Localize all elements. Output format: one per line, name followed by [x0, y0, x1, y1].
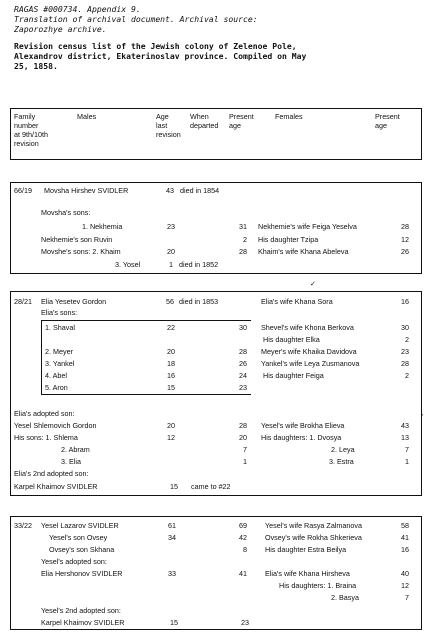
female-age: 30 — [401, 323, 409, 332]
column-header-box — [10, 108, 422, 160]
female-age: 58 — [401, 521, 409, 530]
handwritten-check-mark: ✓ — [310, 281, 316, 288]
male-name: 3. Yankel — [45, 359, 75, 368]
male-present-age: 31 — [239, 222, 247, 231]
document-title-line-3: 25, 1858. — [14, 61, 58, 71]
head-present-age: 69 — [239, 521, 247, 530]
second-adopted-son-label: Elia's 2nd adopted son: — [14, 469, 89, 478]
col-present-age-males: Present age — [229, 112, 254, 130]
female-age: 41 — [401, 533, 409, 542]
female-name: Ovsey's wife Rokha Shkerieva — [265, 533, 362, 542]
margin-tick-mark: ' — [422, 414, 424, 421]
female-age: 12 — [401, 581, 409, 590]
male-age: 12 — [167, 433, 175, 442]
head-age: 43 — [166, 186, 174, 195]
female-name: His daughters: 1. Dvosya — [261, 433, 342, 442]
female-name: His daughter Feiga — [263, 371, 324, 380]
col-family-number: Family number at 9th/10th revision — [14, 112, 48, 148]
male-present-age: 2 — [243, 235, 247, 244]
male-age: 15 — [170, 482, 178, 491]
male-name: Karpel Khaimov SVIDLER — [41, 618, 125, 627]
female-age: 2 — [405, 335, 409, 344]
male-age: 20 — [167, 421, 175, 430]
male-present-age: 28 — [239, 421, 247, 430]
female-name: His daughter Estra Beilya — [265, 545, 347, 554]
male-name: Movshe's sons: 2. Khaim — [41, 247, 121, 256]
male-name: 1. Shaval — [45, 323, 75, 332]
male-present-age: 23 — [241, 618, 249, 627]
male-present-age: 24 — [239, 371, 247, 380]
female-age: 28 — [401, 222, 409, 231]
col-females: Females — [275, 112, 303, 121]
female-age: 1 — [405, 457, 409, 466]
family-head-name: Elia Yesetev Gordon — [41, 297, 107, 306]
female-age: 2 — [405, 371, 409, 380]
male-age: 34 — [168, 533, 176, 542]
female-name: Meyer's wife Khaika Davidova — [261, 347, 357, 356]
male-name: Karpel Khaimov SVIDLER — [14, 482, 98, 491]
family-head-name: Yesel Lazarov SVIDLER — [41, 521, 119, 530]
male-present-age: 20 — [239, 433, 247, 442]
document-header — [14, 4, 424, 71]
male-name: 1. Nekhemia — [82, 222, 123, 231]
family-number: 66/19 — [14, 186, 32, 195]
male-present-age: 28 — [239, 347, 247, 356]
family-record-28-21 — [10, 291, 422, 496]
male-name: 3. Yosel — [115, 260, 141, 269]
col-age-last-revision: Age last revision — [156, 112, 181, 139]
sons-label: Movsha's sons: — [41, 208, 91, 217]
col-present-age-females: Present age — [375, 112, 400, 130]
head-age: 56 — [166, 297, 174, 306]
second-adopted-son-label: Yesel's 2nd adopted son: — [41, 606, 121, 615]
female-age: 16 — [401, 297, 409, 306]
male-name: Yesel Shlemovich Gordon — [14, 421, 97, 430]
adopted-son-label: Yesel's adopted son: — [41, 557, 107, 566]
female-age: 7 — [405, 445, 409, 454]
family-number: 28/21 — [14, 297, 32, 306]
female-age: 28 — [401, 359, 409, 368]
family-record-66-19 — [10, 182, 422, 274]
female-age: 12 — [401, 235, 409, 244]
female-name: His daughter Tzipa — [258, 235, 319, 244]
female-name: His daughter Elka — [263, 335, 320, 344]
male-age: 1 — [169, 260, 173, 269]
adopted-son-label: Elia's adopted son: — [14, 409, 75, 418]
sons-label: Elia's sons: — [41, 308, 78, 317]
female-name: Nekhemie's wife Feiga Yeselva — [258, 222, 357, 231]
male-name: 4. Abel — [45, 371, 67, 380]
male-name: Ovsey's son Skhana — [49, 545, 115, 554]
sons-table-bottom-rule — [41, 394, 251, 395]
male-present-age: 1 — [243, 457, 247, 466]
male-age: 33 — [168, 569, 176, 578]
female-age: 40 — [401, 569, 409, 578]
male-departed: came to #22 — [191, 482, 231, 491]
archival-source: Zaporozhye archive. — [14, 24, 107, 34]
male-name: His sons: 1. Shlema — [14, 433, 78, 442]
female-age: 16 — [401, 545, 409, 554]
male-present-age: 26 — [239, 359, 247, 368]
male-name: 2. Abram — [61, 445, 90, 454]
female-name: Yankel's wife Leya Zusmanova — [261, 359, 360, 368]
col-when-departed: When departed — [190, 112, 219, 130]
male-name: Elia Hershonov SVIDLER — [41, 569, 123, 578]
family-record-33-22 — [10, 516, 422, 630]
female-name: Khaim's wife Khana Abeleva — [258, 247, 349, 256]
male-name: 5. Aron — [45, 383, 68, 392]
male-present-age: 42 — [239, 533, 247, 542]
female-age: 26 — [401, 247, 409, 256]
male-age: 15 — [167, 383, 175, 392]
archive-reference: RAGAS #000734. Appendix 9. — [14, 4, 141, 14]
male-age: 20 — [167, 347, 175, 356]
male-age: 15 — [170, 618, 178, 627]
female-age: 7 — [405, 593, 409, 602]
male-departed: died in 1852 — [179, 260, 219, 269]
female-age: 43 — [401, 421, 409, 430]
male-present-age: 23 — [239, 383, 247, 392]
sons-table-left-rule — [41, 320, 42, 394]
male-present-age: 7 — [243, 445, 247, 454]
head-age: 61 — [168, 521, 176, 530]
male-name: Nekhemie's son Ruvin — [41, 235, 113, 244]
family-head-name: Movsha Hirshev SVIDLER — [44, 186, 129, 195]
female-name: Elia's wife Khana Sora — [261, 297, 333, 306]
male-age: 23 — [167, 222, 175, 231]
translation-note: Translation of archival document. Archival source: — [14, 14, 258, 24]
male-present-age: 28 — [239, 247, 247, 256]
female-age: 13 — [401, 433, 409, 442]
male-name: 3. Elia — [61, 457, 81, 466]
female-age: 23 — [401, 347, 409, 356]
female-name: Yesel's wife Brokha Elieva — [261, 421, 345, 430]
female-name: 2. Leya — [331, 445, 355, 454]
male-age: 18 — [167, 359, 175, 368]
female-name: 2. Basya — [331, 593, 359, 602]
head-departed: died in 1854 — [180, 186, 220, 195]
document-title-line-1: Revision census list of the Jewish colony of Zelenoe Pole, — [14, 41, 297, 51]
col-males: Males — [77, 112, 97, 121]
sons-table-top-rule — [41, 320, 251, 321]
female-name: Elia's wife Khana Hirsheva — [265, 569, 350, 578]
male-name: 2. Meyer — [45, 347, 73, 356]
male-present-age: 41 — [239, 569, 247, 578]
document-title-line-2: Alexandrov district, Ekaterinoslav province. Compiled on May — [14, 51, 307, 61]
female-name: Yesel's wife Rasya Zalmanova — [265, 521, 362, 530]
head-departed: died in 1853 — [179, 297, 219, 306]
male-age: 20 — [167, 247, 175, 256]
male-name: Yesel's son Ovsey — [49, 533, 108, 542]
female-name: 3. Estra — [329, 457, 354, 466]
male-present-age: 30 — [239, 323, 247, 332]
male-present-age: 8 — [243, 545, 247, 554]
male-age: 16 — [167, 371, 175, 380]
family-number: 33/22 — [14, 521, 32, 530]
female-name: His daughters: 1. Braina — [279, 581, 357, 590]
male-age: 22 — [167, 323, 175, 332]
female-name: Shevel's wife Khona Berkova — [261, 323, 354, 332]
